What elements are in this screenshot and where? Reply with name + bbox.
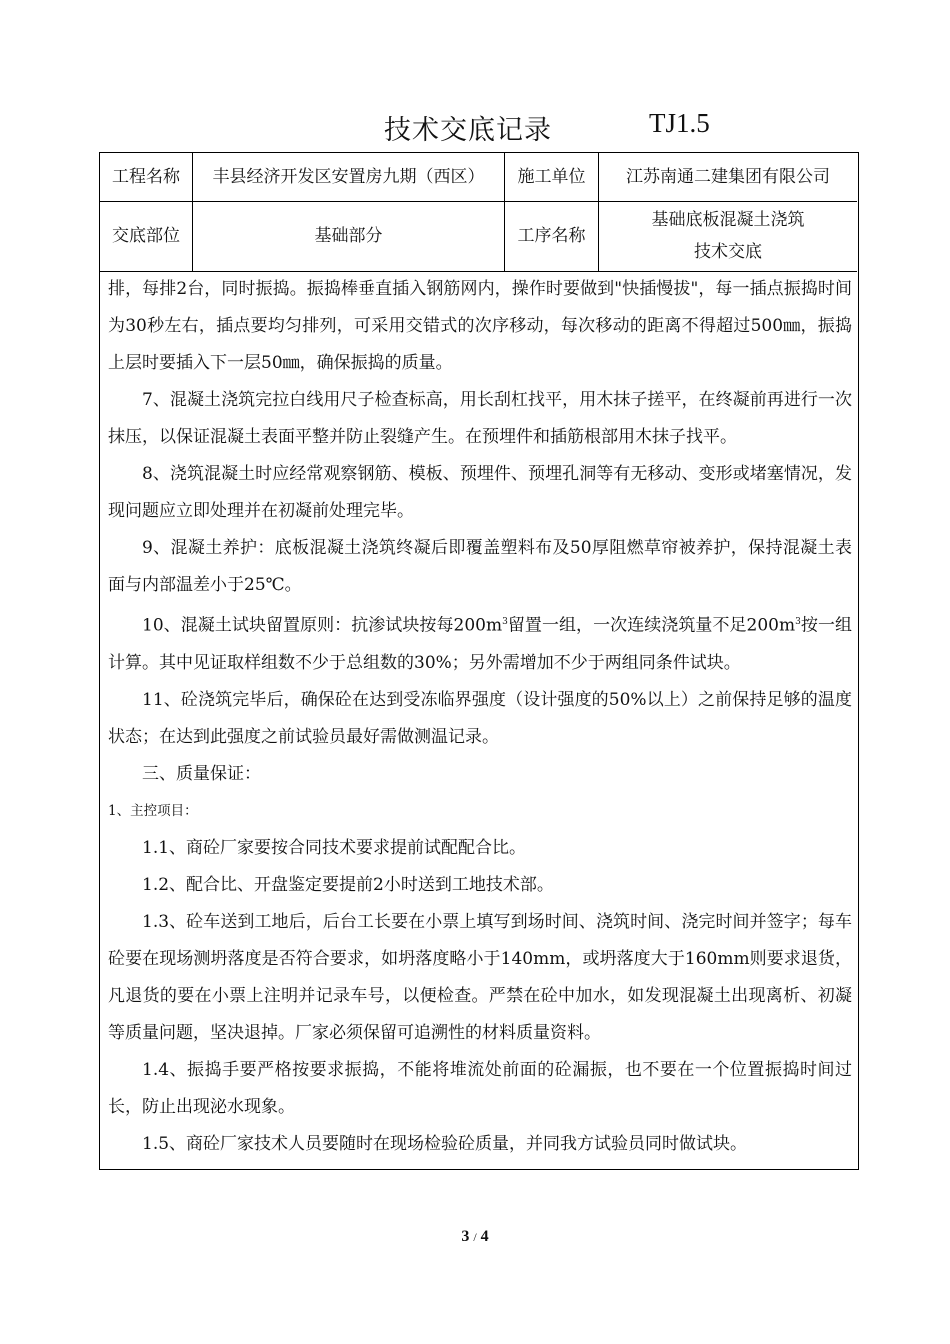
process-value xyxy=(599,201,857,271)
current-page: 3 xyxy=(461,1228,470,1245)
part-value: 基础部分 xyxy=(314,226,383,246)
paragraph-1-2: 1.2、配合比、开盘鉴定要提前2小时送到工地技术部。 xyxy=(142,874,554,895)
item-10-text-b: 留置一组，一次连续浇筑量不足200m xyxy=(507,615,796,636)
process-value-line2: 技术交底 xyxy=(694,242,762,262)
item-10-text-c: 按一组计算。其中见证取样组数不少于总组数的30%；另外需增加不少于两组同条件试块。 xyxy=(108,615,852,673)
item-10-sup-2: 3 xyxy=(795,617,801,627)
unit-label: 施工单位 xyxy=(517,167,586,187)
paragraph-item-7: 7、混凝土浇筑完拉白线用尺子检查标高，用长刮杠找平，用木抹子搓平，在终凝前再进行一次抹压，以保证混凝土表面平整并防止裂缝产生。在预埋件和插筋根部用木抹子找平。 xyxy=(108,390,852,447)
paragraph-item-10 xyxy=(108,604,852,682)
paragraph-1-3: 1.3、砼车送到工地后，后台工长要在小票上填写到场时间、浇筑时间、浇完时间并签字；每车砼要在现场测坍落度是否符合要求，如坍落度略小于140mm，或坍落度大于160mm则要求退货，凡退货的要在小票上注明并记录车号，以便检查。严禁在砼中加水，如发现混凝土出现离析、初凝等质量问题，坚决退掉。厂家必须保留可追溯性的材料质量资料。 xyxy=(108,911,852,1043)
unit-value: 江苏南通二建集团有限公司 xyxy=(626,167,830,187)
record-table xyxy=(99,152,859,1170)
item-10-text-a: 10、混凝土试块留置原则：抗渗试块按每200m xyxy=(142,615,503,636)
paragraph-item-11: 11、砼浇筑完毕后，确保砼在达到受冻临界强度（设计强度的50%以上）之前保持足够的温度状态；在达到此强度之前试验员最好需做测温记录。 xyxy=(108,689,852,747)
section-heading-quality: 三、质量保证： xyxy=(142,763,261,784)
process-label: 工序名称 xyxy=(517,226,586,246)
disclosure-content xyxy=(108,271,852,1163)
paragraph-item-9: 9、混凝土养护：底板混凝土浇筑终凝后即覆盖塑料布及50厚阻燃草帘被养护，保持混凝土表面与内部温差小于25℃。 xyxy=(108,538,852,595)
part-label: 交底部位 xyxy=(112,226,180,246)
header-row-project xyxy=(100,153,857,202)
header-row-part xyxy=(100,201,857,272)
process-value-line1: 基础底板混凝土浇筑 xyxy=(651,210,805,230)
item-10-sup-1: 3 xyxy=(502,617,508,627)
document-title: 技术交底记录 xyxy=(384,115,552,146)
total-pages: 4 xyxy=(480,1228,489,1245)
paragraph-1-1: 1.1、商砼厂家要按合同技术要求提前试配配合比。 xyxy=(142,837,527,858)
project-value: 丰县经济开发区安置房九期（西区） xyxy=(212,167,485,187)
page-separator: / xyxy=(473,1230,477,1244)
paragraph-1-4: 1.4、振捣手要严格按要求振捣，不能将堆流处前面的砼漏振，也不要在一个位置振捣时间过长，防止出现泌水现象。 xyxy=(108,1059,852,1117)
subheading-main-control: 1、主控项目： xyxy=(108,802,198,819)
paragraph-1-5: 1.5、商砼厂家技术人员要随时在现场检验砼质量，并同我方试验员同时做试块。 xyxy=(142,1133,748,1154)
project-label: 工程名称 xyxy=(112,167,180,187)
form-code: TJ1.5 xyxy=(649,108,710,138)
document-title-bar xyxy=(0,108,950,148)
paragraph-item-8: 8、浇筑混凝土时应经常观察钢筋、模板、预埋件、预埋孔洞等有无移动、变形或堵塞情况，发现问题应立即处理并在初凝前处理完毕。 xyxy=(108,464,852,521)
page-number xyxy=(0,1228,950,1246)
paragraph-vibration: 排，每排2台，同时振捣。振捣棒垂直插入钢筋网内，操作时要做到"快插慢拔"，每一插点振捣时间为30秒左右，插点要均匀排列，可采用交错式的次序移动，每次移动的距离不得超过500㎜，振捣上层时要插入下一层50㎜，确保振捣的质量。 xyxy=(108,279,852,373)
